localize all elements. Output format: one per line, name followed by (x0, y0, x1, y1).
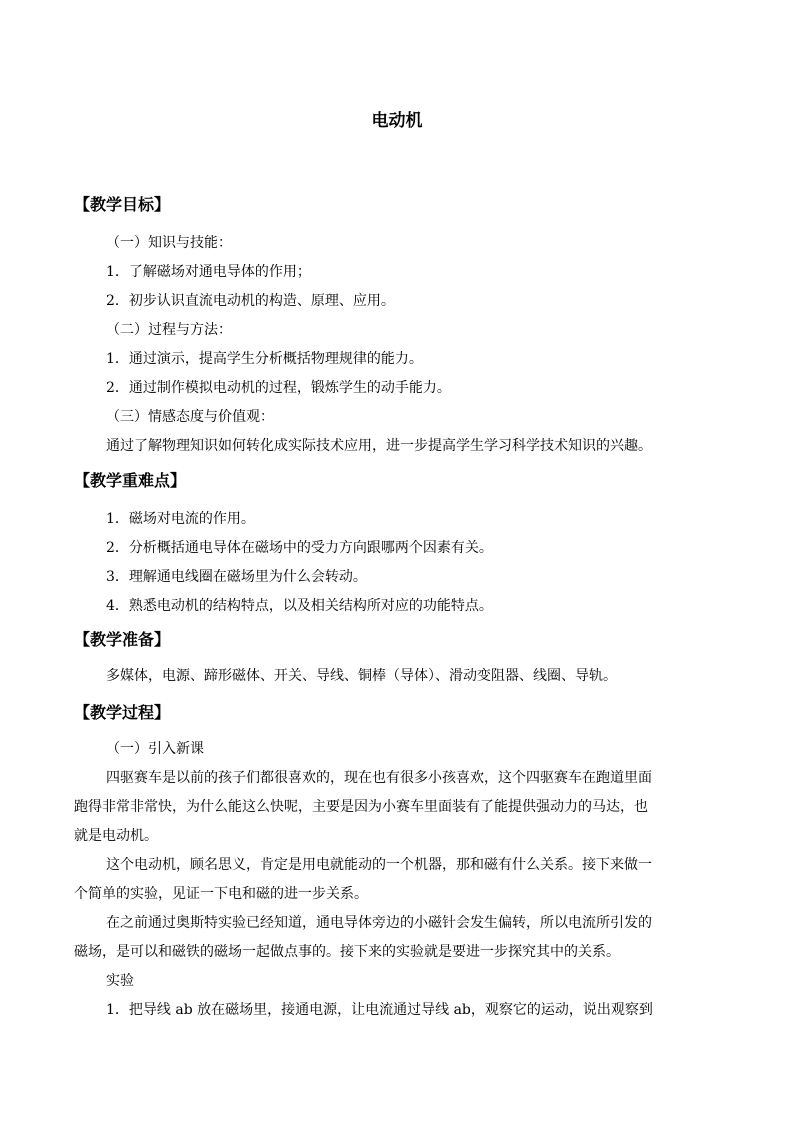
paragraph-line: 个简单的实验，见证一下电和磁的进一步关系。 (74, 886, 368, 902)
paragraph-line: 就是电动机。 (74, 828, 158, 844)
paragraph-line: 在之前通过奥斯特实验已经知道，通电导体旁边的小磁针会发生偏转，所以电流所引发的 (106, 915, 652, 931)
section-heading-key-points: 【教学重难点】 (74, 471, 187, 490)
paragraph-line: 磁场，是可以和磁铁的磁场一起做点事的。接下来的实验就是要进一步探究其中的关系。 (74, 944, 620, 960)
paragraph-line: 通过了解物理知识如何转化成实际技术应用，进一步提高学生学习科学技术知识的兴趣。 (106, 438, 652, 454)
paragraph-line: （二）过程与方法： (106, 322, 232, 338)
paragraph-line: 1．了解磁场对通电导体的作用； (106, 264, 311, 280)
section-heading-preparation: 【教学准备】 (74, 630, 171, 649)
section-heading-process: 【教学过程】 (74, 703, 171, 722)
section-heading-objectives: 【教学目标】 (74, 195, 171, 214)
paragraph-line: 2．分析概括通电导体在磁场中的受力方向跟哪两个因素有关。 (106, 540, 493, 556)
paragraph-line: 1．把导线 ab 放在磁场里，接通电源，让电流通过导线 ab，观察它的运动，说出观察到 (106, 1002, 653, 1018)
paragraph-line: 2．通过制作模拟电动机的过程，锻炼学生的动手能力。 (106, 380, 451, 396)
paragraph-line: 4．熟悉电动机的结构特点，以及相关结构所对应的功能特点。 (106, 598, 493, 614)
paragraph-line: 这个电动机，顾名思义，肯定是用电就能动的一个机器，那和磁有什么关系。接下来做一 (106, 857, 652, 873)
paragraph-line: （一）知识与技能： (106, 235, 232, 251)
paragraph-line: 1．磁场对电流的作用。 (106, 511, 255, 527)
paragraph-line: 跑得非常非常快，为什么能这么快呢，主要是因为小赛车里面装有了能提供强动力的马达，也 (74, 799, 648, 815)
paragraph-line: 2．初步认识直流电动机的构造、原理、应用。 (106, 293, 395, 309)
paragraph-line: （一）引入新课 (106, 741, 204, 757)
document-title: 电动机 (371, 111, 423, 131)
paragraph-line: 四驱赛车是以前的孩子们都很喜欢的，现在也有很多小孩喜欢，这个四驱赛车在跑道里面 (106, 770, 652, 786)
paragraph-line: 多媒体，电源、蹄形磁体、开关、导线、铜棒（导体）、滑动变阻器、线圈、导轨。 (106, 668, 617, 684)
paragraph-line: 1．通过演示，提高学生分析概括物理规律的能力。 (106, 351, 423, 367)
paragraph-line: 3．理解通电线圈在磁场里为什么会转动。 (106, 569, 367, 585)
paragraph-line: 实验 (106, 973, 134, 989)
paragraph-line: （三）情感态度与价值观： (106, 409, 274, 425)
